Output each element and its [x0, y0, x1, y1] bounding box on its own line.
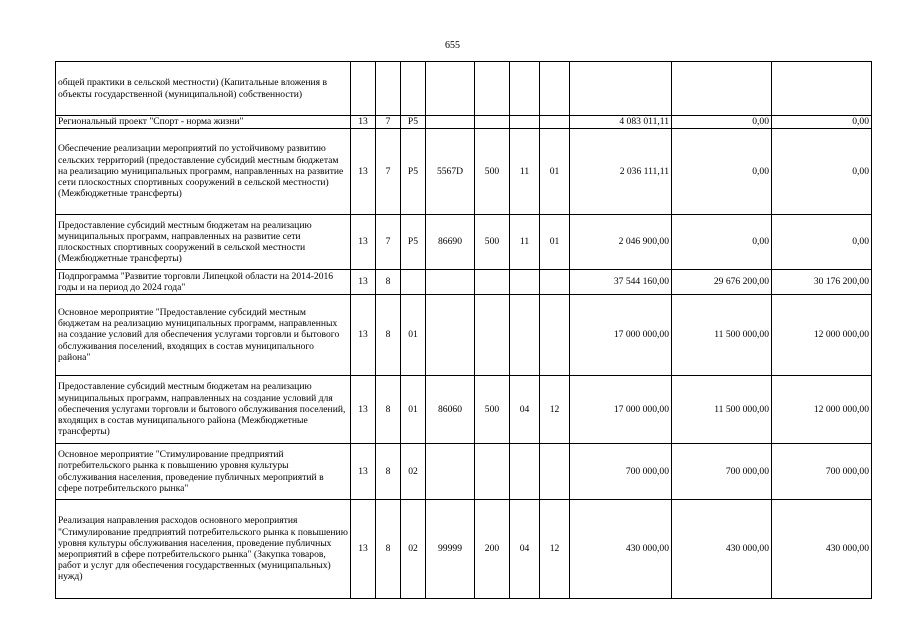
row-name: Обеспечение реализации мероприятий по устойчивому развитию сельских территорий (предоставление субсидий местным бюджетам на реализацию муниципальных программ, направленных на развитие сети плоскостных спортивных сооружений в сельской местности) (Межбюджетные трансферты) — [56, 129, 351, 215]
code-cell: 8 — [376, 376, 401, 444]
amount-cell: 700 000,00 — [570, 444, 672, 500]
amount-cell: 430 000,00 — [570, 500, 672, 599]
code-cell — [510, 116, 540, 129]
code-cell — [351, 62, 376, 116]
code-cell: 13 — [351, 129, 376, 215]
code-cell: 5567D — [426, 129, 475, 215]
code-cell: 01 — [401, 295, 426, 376]
row-name: Реализация направления расходов основного мероприятия "Стимулирование предприятий потребительского рынка к повышению уровня культуры обслуживания населения, проведение публичных мероприятий в сфере потребительского рынка" (Закупка товаров, работ и услуг для обеспечения государственных (муниципальных) нужд) — [56, 500, 351, 599]
row-name: Региональный проект "Спорт - норма жизни" — [56, 116, 351, 129]
amount-cell: 37 544 160,00 — [570, 270, 672, 295]
table-row — [56, 129, 872, 215]
code-cell: 8 — [376, 270, 401, 295]
code-cell — [540, 116, 570, 129]
code-cell: 13 — [351, 500, 376, 599]
row-name: Предоставление субсидий местным бюджетам на реализацию муниципальных программ, направленных на развитие сети плоскостных спортивных сооружений в сельской местности (Межбюджетные трансферты) — [56, 215, 351, 270]
code-cell — [426, 116, 475, 129]
amount-cell — [570, 62, 672, 116]
code-cell — [475, 444, 510, 500]
amount-cell: 4 083 011,11 — [570, 116, 672, 129]
table-row — [56, 376, 872, 444]
amount-cell: 2 046 900,00 — [570, 215, 672, 270]
amount-cell — [772, 62, 872, 116]
row-name: Предоставление субсидий местным бюджетам на реализацию муниципальных программ, направленных на создание условий для обеспечения услугами торговли и бытового обслуживания поселений, входящих в состав муниципального района (Межбюджетные трансферты) — [56, 376, 351, 444]
amount-cell: 17 000 000,00 — [570, 295, 672, 376]
code-cell: 7 — [376, 129, 401, 215]
code-cell — [401, 270, 426, 295]
code-cell: 99999 — [426, 500, 475, 599]
amount-cell: 700 000,00 — [772, 444, 872, 500]
amount-cell: 2 036 111,11 — [570, 129, 672, 215]
code-cell: 7 — [376, 215, 401, 270]
amount-cell: 0,00 — [672, 116, 772, 129]
code-cell — [401, 62, 426, 116]
amount-cell: 12 000 000,00 — [772, 376, 872, 444]
code-cell — [510, 444, 540, 500]
code-cell — [426, 62, 475, 116]
code-cell: 04 — [510, 376, 540, 444]
row-name: Основное мероприятие "Предоставление субсидий местным бюджетам на реализацию муниципальных программ, направленных на создание условий для обеспечения услугами торговли и бытового обслуживания поселений, входящих в состав муниципального района" — [56, 295, 351, 376]
code-cell — [426, 295, 475, 376]
code-cell — [475, 116, 510, 129]
table-row — [56, 295, 872, 376]
code-cell: 04 — [510, 500, 540, 599]
amount-cell: 0,00 — [772, 215, 872, 270]
code-cell: 01 — [540, 129, 570, 215]
code-cell — [510, 295, 540, 376]
amount-cell: 30 176 200,00 — [772, 270, 872, 295]
code-cell: P5 — [401, 129, 426, 215]
code-cell: 13 — [351, 215, 376, 270]
amount-cell: 29 676 200,00 — [672, 270, 772, 295]
code-cell: 7 — [376, 116, 401, 129]
code-cell: 8 — [376, 295, 401, 376]
amount-cell — [672, 62, 772, 116]
code-cell: 500 — [475, 215, 510, 270]
code-cell — [376, 62, 401, 116]
budget-table — [55, 61, 872, 599]
code-cell: 13 — [351, 270, 376, 295]
code-cell: 13 — [351, 376, 376, 444]
code-cell — [426, 270, 475, 295]
code-cell: 8 — [376, 500, 401, 599]
amount-cell: 11 500 000,00 — [672, 295, 772, 376]
amount-cell: 430 000,00 — [772, 500, 872, 599]
code-cell: 200 — [475, 500, 510, 599]
amount-cell: 0,00 — [772, 116, 872, 129]
table-row — [56, 116, 872, 129]
code-cell: 13 — [351, 295, 376, 376]
code-cell: 12 — [540, 500, 570, 599]
code-cell: 02 — [401, 500, 426, 599]
table-row — [56, 215, 872, 270]
code-cell: 13 — [351, 444, 376, 500]
amount-cell: 17 000 000,00 — [570, 376, 672, 444]
row-name: общей практики в сельской местности) (Капитальные вложения в объекты государственной (муниципальной) собственности) — [56, 62, 351, 116]
row-name: Подпрограмма "Развитие торговли Липецкой области на 2014-2016 годы и на период до 2024 года" — [56, 270, 351, 295]
code-cell: 13 — [351, 116, 376, 129]
table-row — [56, 62, 872, 116]
amount-cell: 11 500 000,00 — [672, 376, 772, 444]
table-row — [56, 444, 872, 500]
amount-cell: 430 000,00 — [672, 500, 772, 599]
table-row — [56, 500, 872, 599]
code-cell: 86690 — [426, 215, 475, 270]
code-cell — [540, 270, 570, 295]
code-cell: 01 — [401, 376, 426, 444]
amount-cell: 700 000,00 — [672, 444, 772, 500]
code-cell — [475, 270, 510, 295]
code-cell: 500 — [475, 376, 510, 444]
code-cell — [475, 295, 510, 376]
code-cell: 01 — [540, 215, 570, 270]
code-cell: 500 — [475, 129, 510, 215]
amount-cell: 0,00 — [772, 129, 872, 215]
code-cell — [475, 62, 510, 116]
code-cell — [540, 444, 570, 500]
code-cell: 86060 — [426, 376, 475, 444]
code-cell — [510, 270, 540, 295]
code-cell: 02 — [401, 444, 426, 500]
code-cell: 11 — [510, 129, 540, 215]
code-cell — [540, 295, 570, 376]
code-cell: P5 — [401, 116, 426, 129]
code-cell: 8 — [376, 444, 401, 500]
amount-cell: 0,00 — [672, 215, 772, 270]
code-cell: 11 — [510, 215, 540, 270]
amount-cell: 0,00 — [672, 129, 772, 215]
code-cell — [426, 444, 475, 500]
amount-cell: 12 000 000,00 — [772, 295, 872, 376]
code-cell: P5 — [401, 215, 426, 270]
page-number: 655 — [445, 40, 460, 51]
code-cell: 12 — [540, 376, 570, 444]
code-cell — [540, 62, 570, 116]
row-name: Основное мероприятие "Стимулирование предприятий потребительского рынка к повышению уровня культуры обслуживания населения, проведение публичных мероприятий в сфере потребительского рынка" — [56, 444, 351, 500]
code-cell — [510, 62, 540, 116]
table-row — [56, 270, 872, 295]
